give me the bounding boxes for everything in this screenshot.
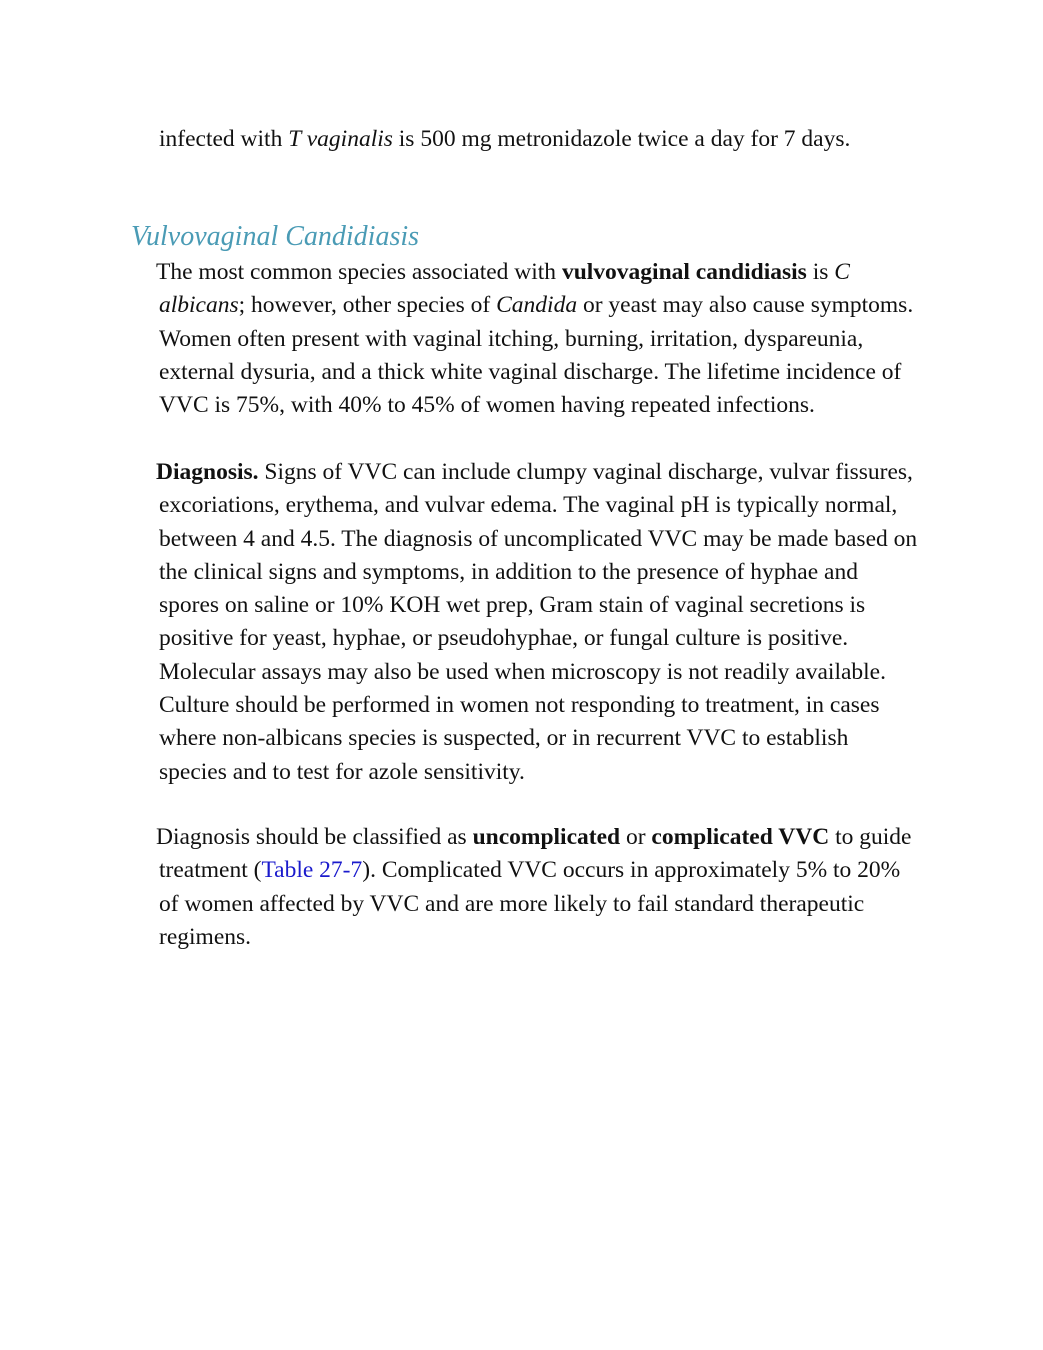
- text-run: is 500 mg metronidazole twice a day for 7 days.: [392, 126, 851, 152]
- text-run: to guide treatment (: [159, 824, 912, 884]
- paragraph-diagnosis: [156, 456, 919, 789]
- bold-term: vulvovaginal candidiasis: [561, 259, 807, 285]
- section-heading: Vulvovaginal Candidiasis: [131, 221, 420, 252]
- text-run: or yeast may also cause symptoms. Women often present with vaginal itching, burning, irritation, dyspareunia, external dysuria, and a thick white vaginal discharge. The lifetime incidence of VVC is 75%, with 40% to 45% of women having repeated infections.: [159, 292, 914, 419]
- text-run: ). Complicated VVC occurs in approximately 5% to 20% of women affected by VVC and are more likely to fail standard therapeutic regimens.: [159, 857, 901, 950]
- bold-term: uncomplicated: [472, 824, 621, 850]
- text-run: is: [806, 259, 835, 285]
- bold-run-in-heading: Diagnosis.: [156, 459, 259, 485]
- bold-term: complicated VVC: [651, 824, 830, 850]
- italic-term: C albicans: [159, 259, 850, 319]
- paragraph-trichomonas-treatment: [159, 123, 919, 156]
- text-run: infected with: [159, 126, 289, 152]
- text-run: The most common species associated with: [156, 259, 562, 285]
- table-reference-link[interactable]: Table 27-7: [261, 857, 363, 884]
- text-run: or: [620, 824, 652, 850]
- text-run: ; however, other species of: [238, 292, 497, 319]
- paragraph-vvc-overview: [156, 256, 919, 422]
- italic-term: Candida: [496, 292, 578, 319]
- paragraph-classification: [156, 821, 919, 954]
- text-run: Signs of VVC can include clumpy vaginal discharge, vulvar fissures, excoriations, erythema, and vulvar edema. The vaginal pH is typically normal, between 4 and 4.5. The diagnosis of uncomplicated VVC may be made based on the clinical signs and symptoms, in addition to the presence of hyphae and spores on saline or 10% KOH wet prep, Gram stain of vaginal secretions is positive for yeast, hyphae, or pseudohyphae, or fungal culture is positive. Molecular assays may also be used when microscopy is not readily available. Culture should be performed in women not responding to treatment, in cases where non-albicans species is suspected, or in recurrent VVC to establish species and to test for azole sensitivity.: [159, 459, 918, 785]
- italic-term: T vaginalis: [288, 126, 393, 152]
- text-run: Diagnosis should be classified as: [156, 824, 473, 850]
